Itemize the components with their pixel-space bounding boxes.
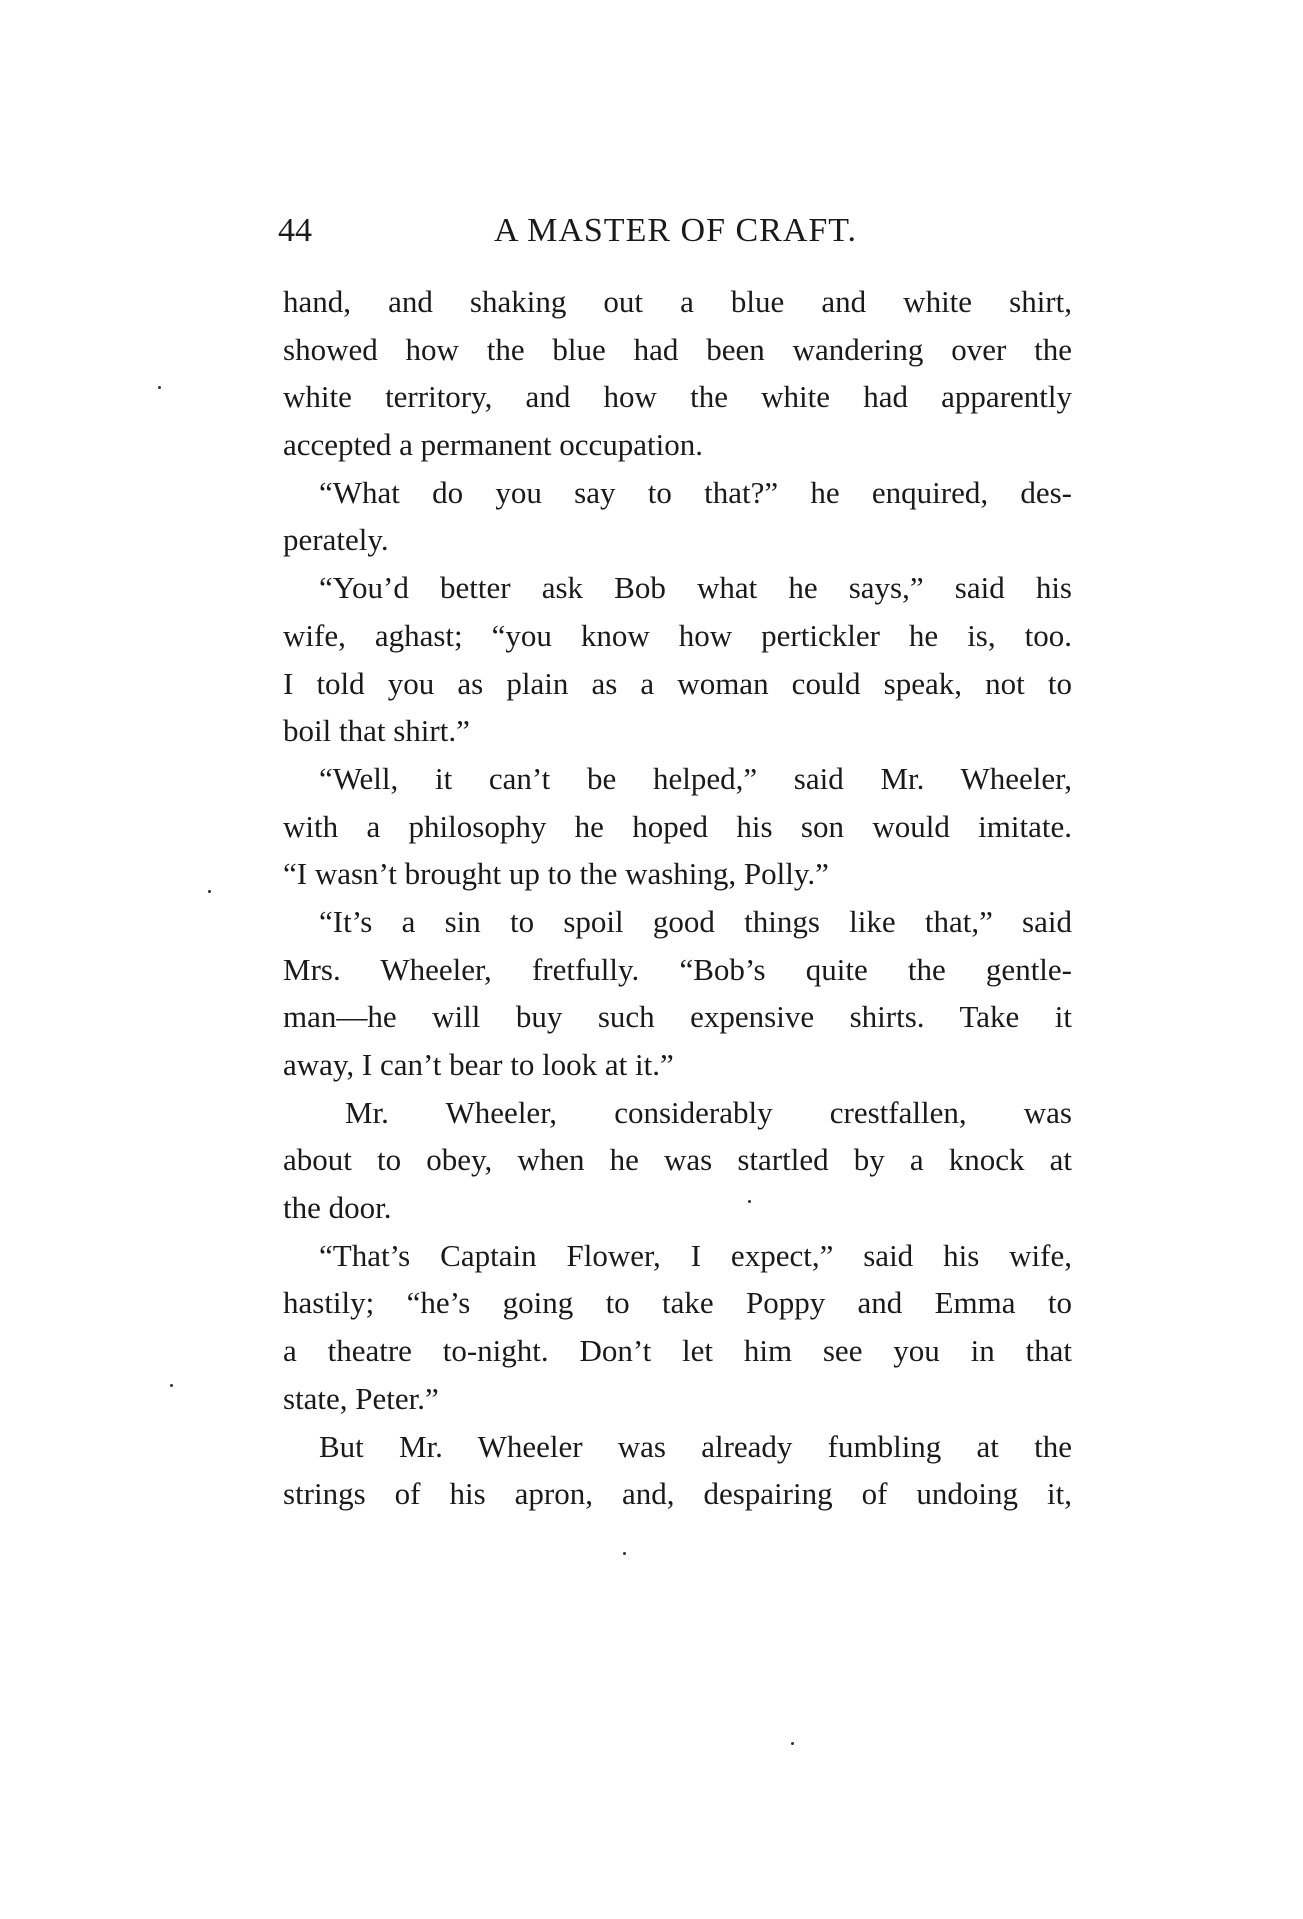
text-line: “Well, it can’t be helped,” said Mr. Wheeler,	[319, 760, 1072, 796]
text-line: hand, and shaking out a blue and white shirt,	[283, 284, 1072, 319]
text-line: man—he will buy such expensive shirts. Take it	[283, 999, 1072, 1035]
text-line: “That’s Captain Flower, I expect,” said his wife,	[319, 1237, 1072, 1273]
text-line: about to obey, when he was startled by a knock at	[283, 1142, 1072, 1178]
text-line: perately.	[283, 522, 389, 558]
body-text	[283, 278, 1072, 1518]
page-number: 44	[278, 212, 312, 249]
text-line: away, I can’t bear to look at it.”	[283, 1047, 674, 1082]
text-line: Mr. Wheeler, considerably crestfallen, was	[345, 1094, 1072, 1130]
text-line: “You’d better ask Bob what he says,” said his	[319, 570, 1072, 606]
text-line: But Mr. Wheeler was already fumbling at the	[319, 1428, 1072, 1464]
text-line: I told you as plain as a woman could speak, not to	[283, 665, 1072, 701]
page-header	[278, 206, 1073, 256]
text-line: the door.	[283, 1190, 392, 1226]
running-title: A MASTER OF CRAFT.	[493, 212, 858, 249]
text-line: boil that shirt.”	[283, 713, 470, 749]
text-line: “I wasn’t brought up to the washing, Polly.”	[283, 856, 829, 892]
text-line: state, Peter.”	[283, 1380, 439, 1416]
text-line: accepted a permanent occupation.	[283, 427, 703, 463]
text-line: showed how the blue had been wandering over the	[283, 331, 1072, 367]
text-line: strings of his apron, and, despairing of undoing it,	[283, 1476, 1072, 1512]
scan-speck	[623, 1552, 626, 1555]
text-line: hastily; “he’s going to take Poppy and Emma to	[283, 1285, 1072, 1321]
scan-speck	[748, 1200, 751, 1203]
text-line: “What do you say to that?” he enquired, des-	[319, 474, 1072, 510]
scan-speck	[791, 1742, 794, 1745]
text-line: with a philosophy he hoped his son would imitate.	[283, 808, 1072, 844]
scan-speck	[170, 1384, 173, 1387]
text-line: Mrs. Wheeler, fretfully. “Bob’s quite the gentle-	[283, 951, 1072, 987]
text-line: white territory, and how the white had apparently	[283, 379, 1072, 415]
text-line: a theatre to-night. Don’t let him see you in that	[283, 1333, 1072, 1369]
text-line: “It’s a sin to spoil good things like that,” said	[319, 903, 1072, 939]
scan-speck	[208, 890, 211, 893]
scan-speck	[158, 386, 161, 389]
text-line: wife, aghast; “you know how pertickler he is, too.	[283, 617, 1072, 653]
